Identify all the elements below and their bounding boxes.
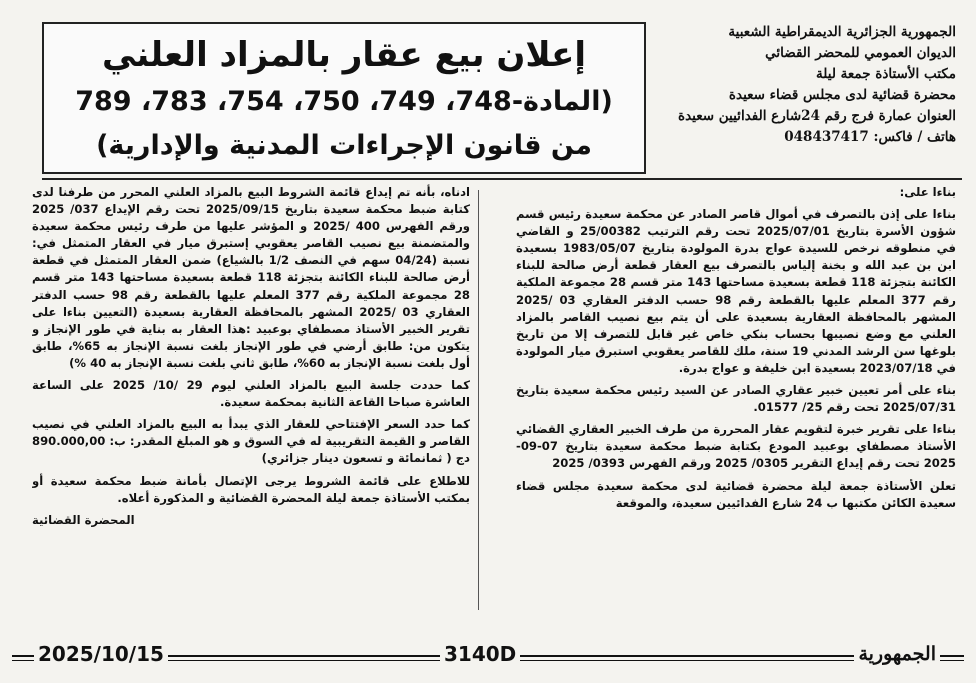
office-header (656, 22, 956, 148)
newspaper-logo: الجمهورية (854, 640, 940, 668)
paragraph: كما حدد السعر الإفتتاحي للعقار الذي يبدأ به البيع بالمزاد العلني في نصيب القاصر و القيمة التقريبية له في السوق و هو المبلغ المقدر: ب: 890.000,00 دج ( ثمانمائة و تسعون دينار جزائري) (32, 417, 470, 466)
header-line-republic: الجمهورية الجزائرية الديمقراطية الشعبية (728, 24, 956, 40)
header-line-office: الديوان العمومي للمحضر القضائي (765, 45, 956, 61)
header-line-phone: هاتف / فاكس: 048437417 (784, 129, 956, 145)
paragraph: ادناه، بأنه تم إيداع قائمة الشروط البيع بالمزاد العلني المحرر من طرفنا لدى كتابة ضبط محكمة سعيدة بتاريخ 2025/09/15 تحت رقم الإيداع 037/ 2025 ورقم الفهرس 400 /2025 و المؤشر عليها من طرف رئيس محكمة سعيدة والمتضمنة بيع نصيب القاصر يعقوبي إستبرق ميار في العقار المتمثل في: نسبة (04/24 سهم في النصف 1/2 بالشياع) ضمن العقار المتمثل في قطعة أرض صالحة للبناء الكائنة بتجزئة 118 قطعة بسعيدة مساحتها 143 متر قسم 28 مجموعة الملكية رقم 377 المعلم عليها بالقطعة رقم 98 حسب الدفتر العقاري 03 /2025 المشهر بالمحافظة العقارية بسعيدة (التعيين بناءا على تقرير الخبير الأستاذ مصطفاي بوعبيد :هذا العقار به بناية في طور الإنجاز و يتكون من: طابق أرضي في طور الإنجاز بلغت نسبة الإنجاز به 65%، طابق أول بلغت نسبة الإنجاز به 60%، طابق ثاني بلغت نسبة الإنجاز به 40 %) (32, 185, 470, 370)
paragraph: بناءا على إذن بالتصرف في أموال قاصر الصادر عن محكمة سعيدة رئيس قسم شؤون الأسرة بتاريخ 2025/07/01 تحت رقم الترتيب 25/00382 و القاضي في منطوقه نرخص للسيدة عواج بدرة المولودة بتاريخ 1983/05/07 بسعيدة ابن بن عبد الله و بخنة إلياس بالتصرف بيع العقار قطعة أرض صالحة للبناء الكائنة بتجزئة 118 قطعة بسعيدة مساحتها 143 متر قسم 28 مجموعة الملكية رقم 377 المعلم عليها بالقطعة رقم 98 حسب الدفتر العقاري 03 /2025 المشهر بالمحافظة العقارية بسعيدة على أن يتم بيع نصيب القاصر بالمزاد العلني مع وضع نصيبها بحساب بنكي خاص غير قابل للتصرف إلا من تاريخ بلوغها سن الرشد المدني 19 سنة، ملك للقاصر يعقوبي استبرق ميار المولودة في 2023/07/18 بسعيدة ابن خليفة و عواج بدرة. (516, 207, 956, 375)
issue-date: 2025/10/15 (34, 640, 168, 668)
header-line-address: العنوان عمارة فرج رقم 24شارع الفدائيين سعيدة (678, 108, 956, 124)
header-line-bureau: مكتب الأستاذة جمعة ليلة (816, 66, 956, 82)
notice-title-box (42, 22, 646, 174)
issue-number: 3140D (440, 640, 520, 668)
notice-title: إعلان بيع عقار بالمزاد العلني (101, 35, 587, 75)
paragraph: للاطلاع على قائمة الشروط يرجى الإتصال بأمانة ضبط محكمة سعيدة أو بمكتب الأستاذة جمعة ليلة المحضرة القضائية و المذكورة أعلاه. (32, 473, 470, 505)
notice-column-right (516, 184, 956, 614)
signature: المحضرة القضائية (32, 512, 135, 527)
notice-law: من قانون الإجراءات المدنية والإدارية) (96, 130, 592, 161)
notice-column-left (32, 184, 470, 614)
paragraph: بناء على أمر تعيين خبير عقاري الصادر عن السيد رئيس محكمة سعيدة بتاريخ 2025/07/31 تحت رقم 25/ 01577. (516, 383, 956, 415)
section-divider (42, 178, 962, 180)
paragraph: بناءا على تقرير خبرة لتقويم عقار المحررة من طرف الخبير العقاري القضائي الأستاذ مصطفاي بوعبيد المودع بكتابة ضبط محكمة سعيدة بتاريخ 07-09-2025 تحت رقم إيداع التقرير 0305/ 2025 ورقم الفهرس 0393/ 2025 (516, 422, 956, 471)
notice-articles: (المادة-748، 749، 750، 754، 783، 789 (75, 86, 613, 117)
paragraph: كما حددت جلسة البيع بالمزاد العلني ليوم 29 /10/ 2025 على الساعة العاشرة صباحا القاعة الثانية بمحكمة سعيدة. (32, 378, 470, 410)
header-line-court: محضرة قضائية لدى مجلس قضاء سعيدة (728, 87, 956, 103)
paragraph: بناءا على: (899, 185, 956, 199)
column-divider (478, 190, 479, 610)
paragraph: تعلن الأستاذة جمعة ليلة محضرة قضائية لدى محكمة سعيدة مجلس قضاء سعيدة الكائن مكتبها ب 24 شارع الفدائيين سعيدة، والموقعة (516, 478, 956, 510)
